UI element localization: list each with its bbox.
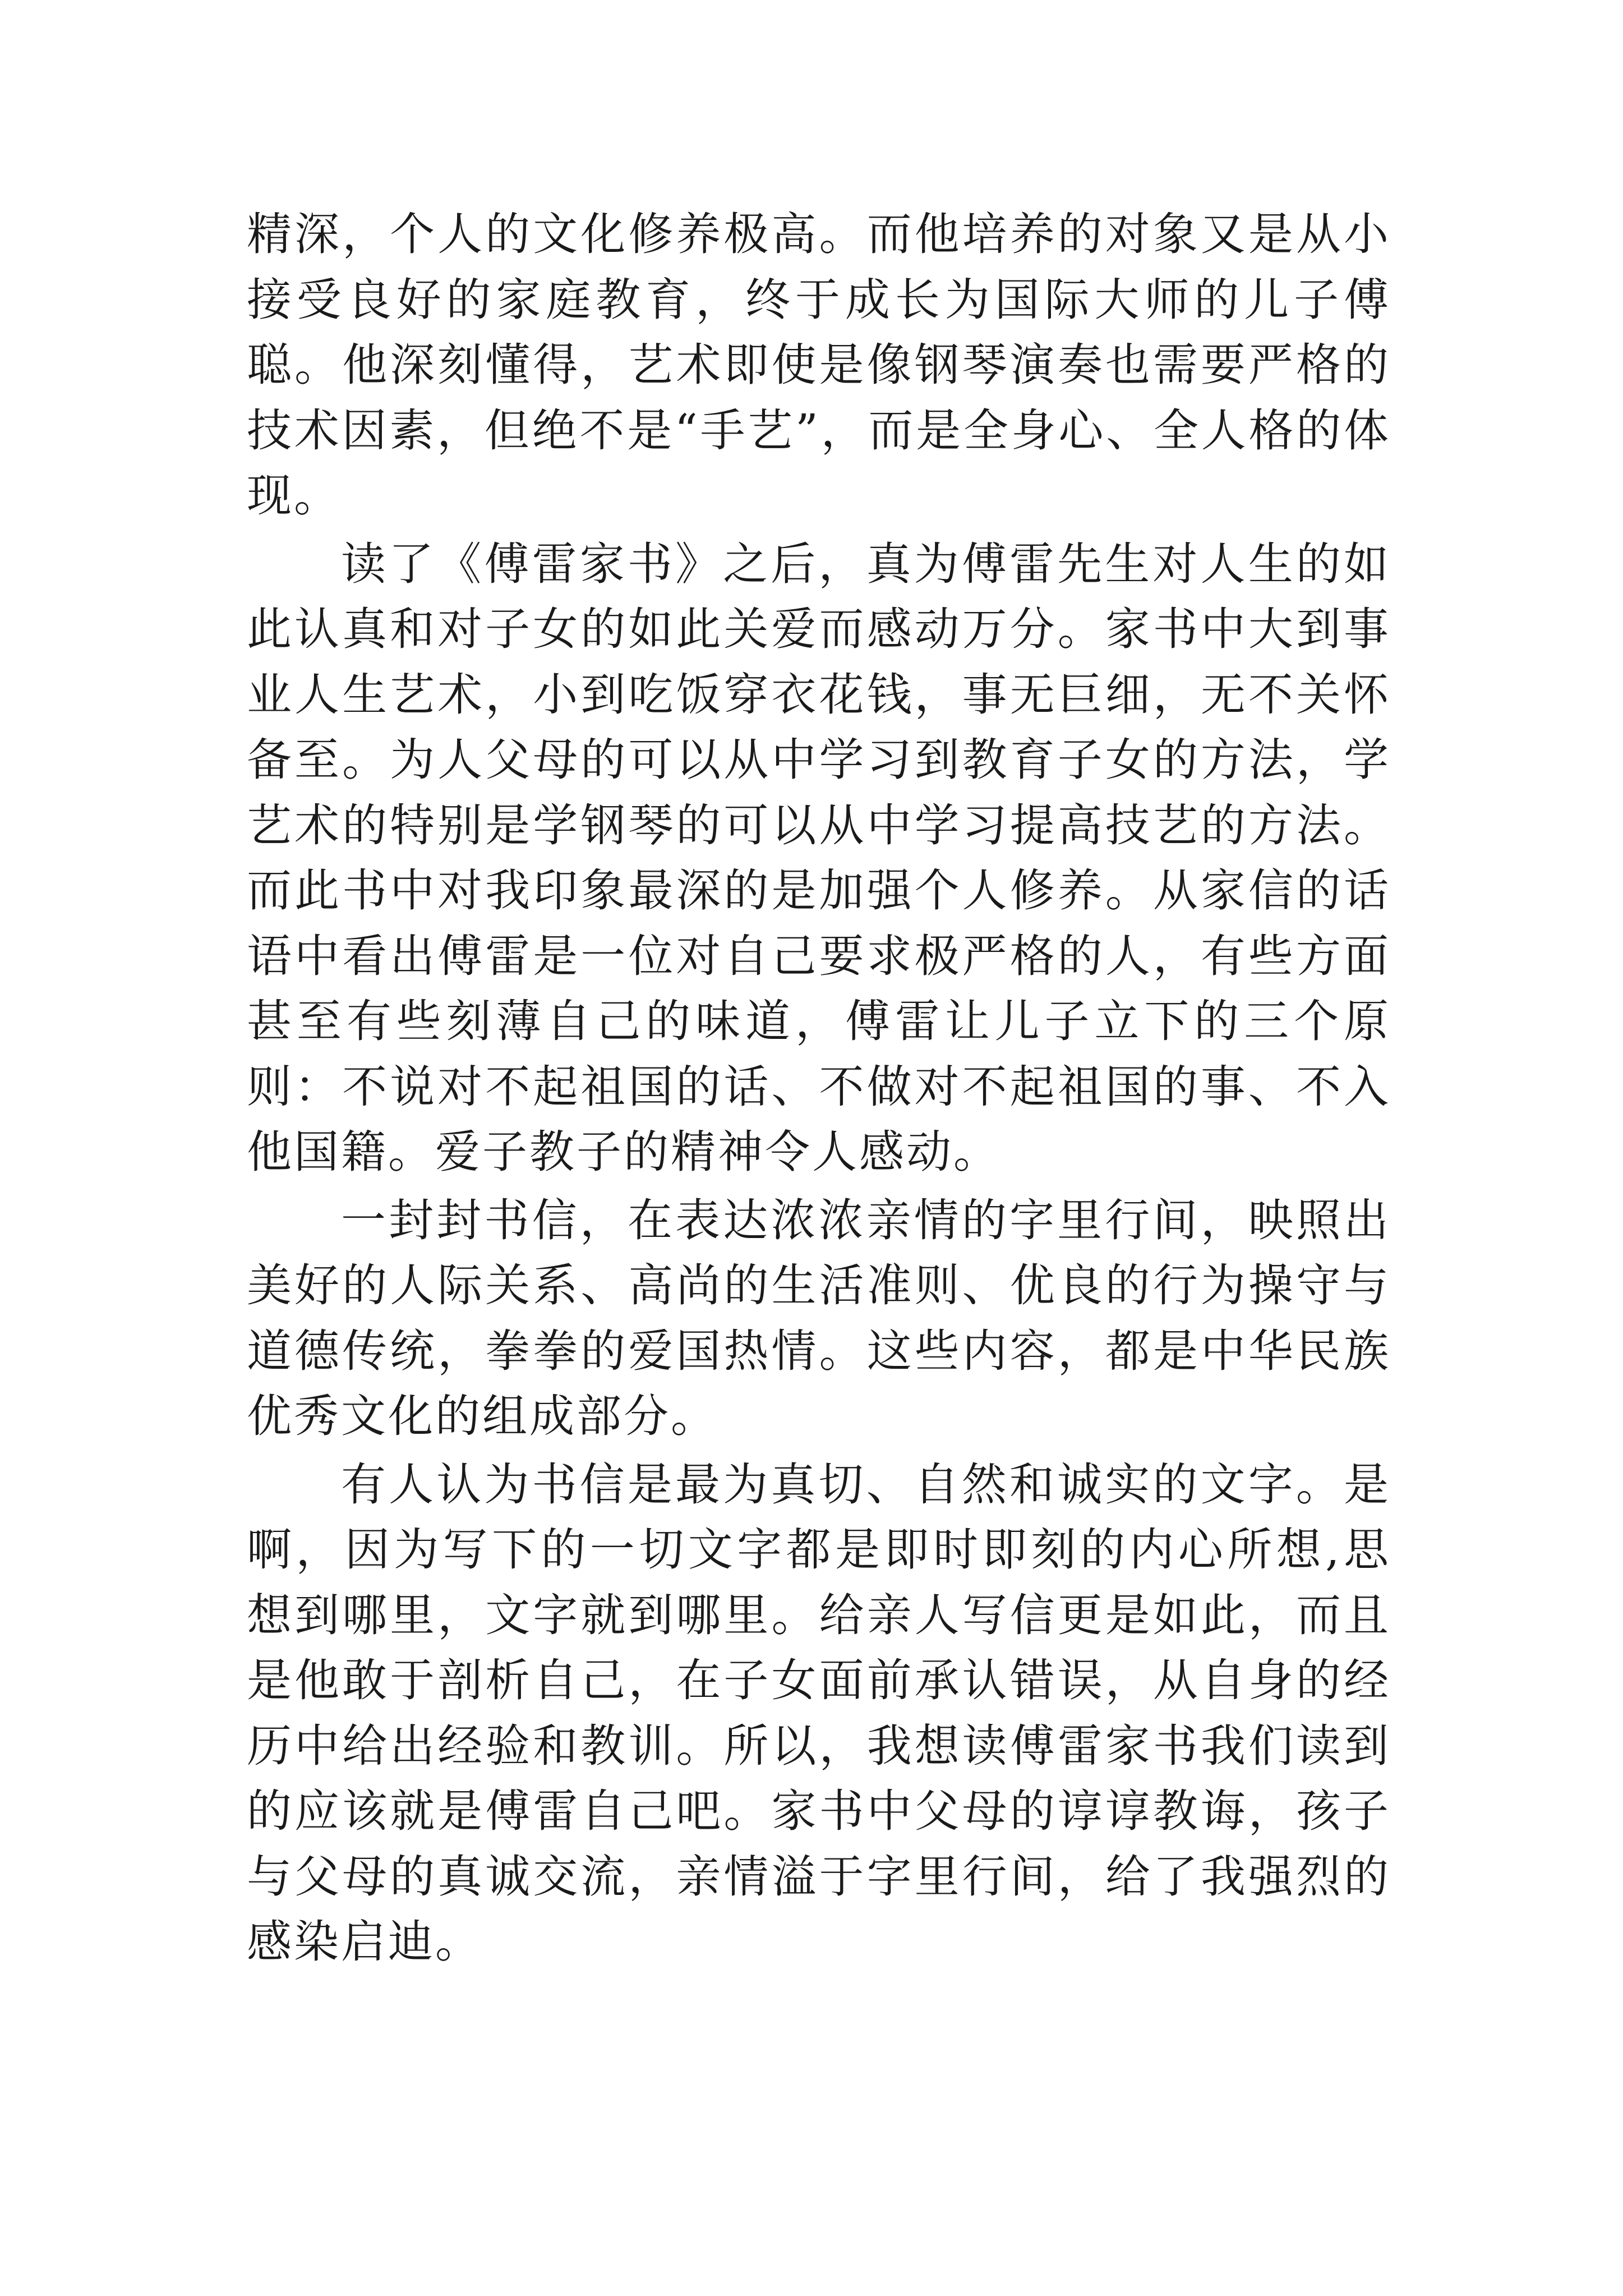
paragraph-2: 读了《傅雷家书》之后，真为傅雷先生对人生的如此认真和对子女的如此关爱而感动万分。家书中大到事业人生艺术，小到吃饭穿衣花钱，事无巨细，无不关怀备至。为人父母的可以从中学习到教育子女的方法，学艺术的特别是学钢琴的可以从中学习提高技艺的方法。而此书中对我印象最深的是加强个人修养。从家信的话语中看出傅雷是一位对自己要求极严格的人，有些方面甚至有些刻薄自己的味道，傅雷让儿子立下的三个原则：不说对不起祖国的话、不做对不起祖国的事、不入他国籍。爱子教子的精神令人感动。 <box>247 537 1391 1178</box>
paragraph-1: 精深，个人的文化修养极高。而他培养的对象又是从小接受良好的家庭教育，终于成长为国际大师的儿子傅聪。他深刻懂得，艺术即使是像钢琴演奏也需要严格的技术因素，但绝不是“手艺”，而是全身心、全人格的体现。 <box>247 208 1391 522</box>
document-body <box>247 202 1391 1978</box>
paragraph-4: 有人认为书信是最为真切、自然和诚实的文字。是啊，因为写下的一切文字都是即时即刻的内心所想,思想到哪里，文字就到哪里。给亲人写信更是如此，而且是他敢于剖析自己，在子女面前承认错误，从自身的经历中给出经验和教训。所以，我想读傅雷家书我们读到的应该就是傅雷自己吧。家书中父母的谆谆教诲，孩子与父母的真诚交流，亲情溢于字里行间，给了我强烈的感染启迪。 <box>247 1458 1391 1968</box>
paragraph-3: 一封封书信，在表达浓浓亲情的字里行间，映照出美好的人际关系、高尚的生活准则、优良的行为操守与道德传统，拳拳的爱国热情。这些内容，都是中华民族优秀文化的组成部分。 <box>247 1194 1391 1442</box>
